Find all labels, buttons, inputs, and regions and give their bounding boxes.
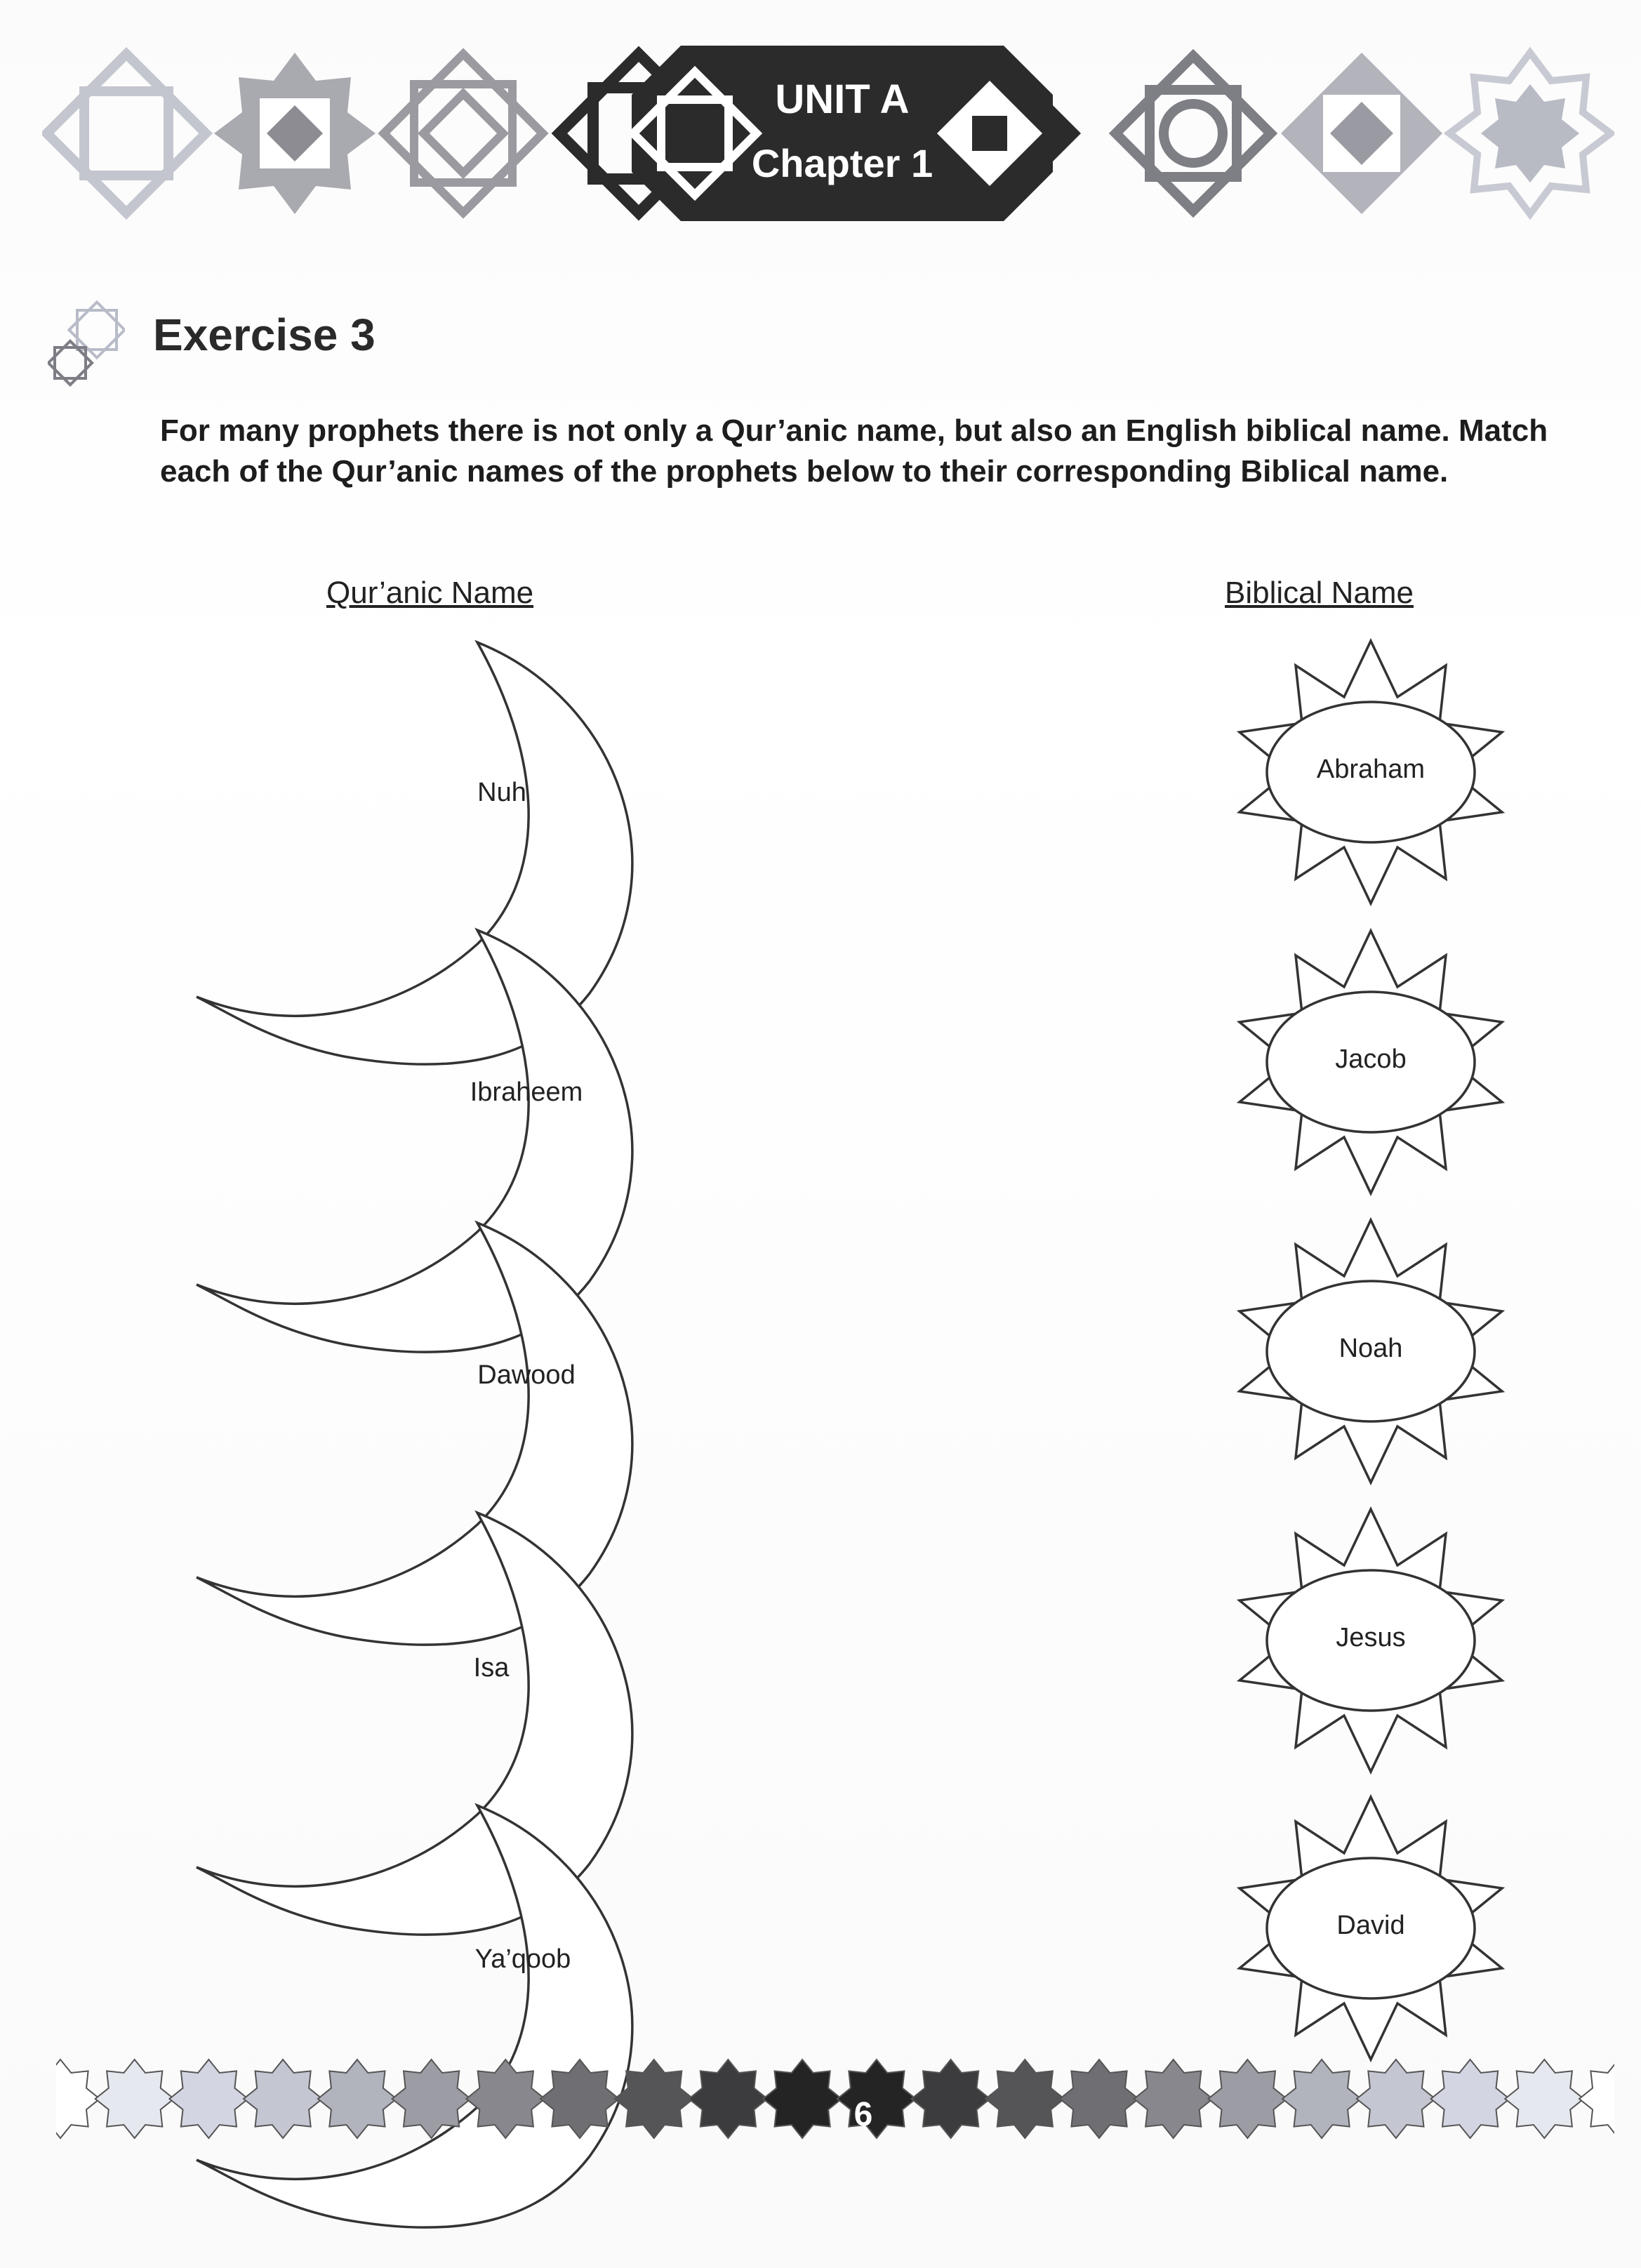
- quranic-name-nuh: Nuh: [477, 778, 526, 807]
- footer-star-icon: [540, 2060, 619, 2138]
- page-number: 6: [853, 2096, 873, 2133]
- quranic-name-dawood: Dawood: [477, 1360, 576, 1390]
- footer-star-icon: [244, 2060, 322, 2138]
- footer-star-icon: [1060, 2060, 1138, 2138]
- footer-star-icon: [1357, 2060, 1435, 2138]
- quranic-name-ibraheem: Ibraheem: [470, 1077, 583, 1107]
- quranic-name-header: Qur’anic Name: [326, 576, 534, 610]
- footer-star-icon: [912, 2060, 990, 2138]
- exercise-instructions: For many prophets there is not only a Qur’anic name, but also an English biblical name. Match each of the Qur’anic names of the prophets below to their corresponding Biblical name.: [160, 413, 1548, 489]
- footer-star-icon: [392, 2060, 471, 2138]
- footer-star-icon: [1282, 2060, 1361, 2138]
- footer-star-icon: [318, 2060, 397, 2138]
- exercise-title: Exercise 3: [153, 310, 376, 360]
- footer-star-icon: [1134, 2060, 1213, 2138]
- quranic-name-yaqoob: Ya’qoob: [474, 1944, 571, 1974]
- biblical-name-jesus: Jesus: [1336, 1623, 1406, 1652]
- biblical-name-noah: Noah: [1338, 1334, 1403, 1363]
- quranic-name-isa: Isa: [473, 1653, 510, 1683]
- footer-star-icon: [689, 2060, 767, 2138]
- footer-star-icon: [615, 2060, 693, 2138]
- footer-star-icon: [56, 2060, 100, 2138]
- footer-star-icon: [169, 2060, 248, 2138]
- footer-star-icon: [1208, 2060, 1287, 2138]
- footer-star-icon: [466, 2060, 545, 2138]
- unit-title: UNIT A: [775, 77, 910, 122]
- biblical-name-david: David: [1336, 1911, 1405, 1940]
- footer-star-icon: [1505, 2060, 1583, 2138]
- footer-star-icon: [1431, 2060, 1510, 2138]
- footer-star-icon: [985, 2060, 1064, 2138]
- biblical-name-header: Biblical Name: [1225, 576, 1414, 610]
- footer-star-icon: [1579, 2060, 1614, 2138]
- biblical-name-jacob: Jacob: [1335, 1045, 1407, 1074]
- chapter-title: Chapter 1: [751, 141, 934, 185]
- biblical-name-abraham: Abraham: [1316, 755, 1426, 784]
- footer-star-icon: [95, 2060, 174, 2138]
